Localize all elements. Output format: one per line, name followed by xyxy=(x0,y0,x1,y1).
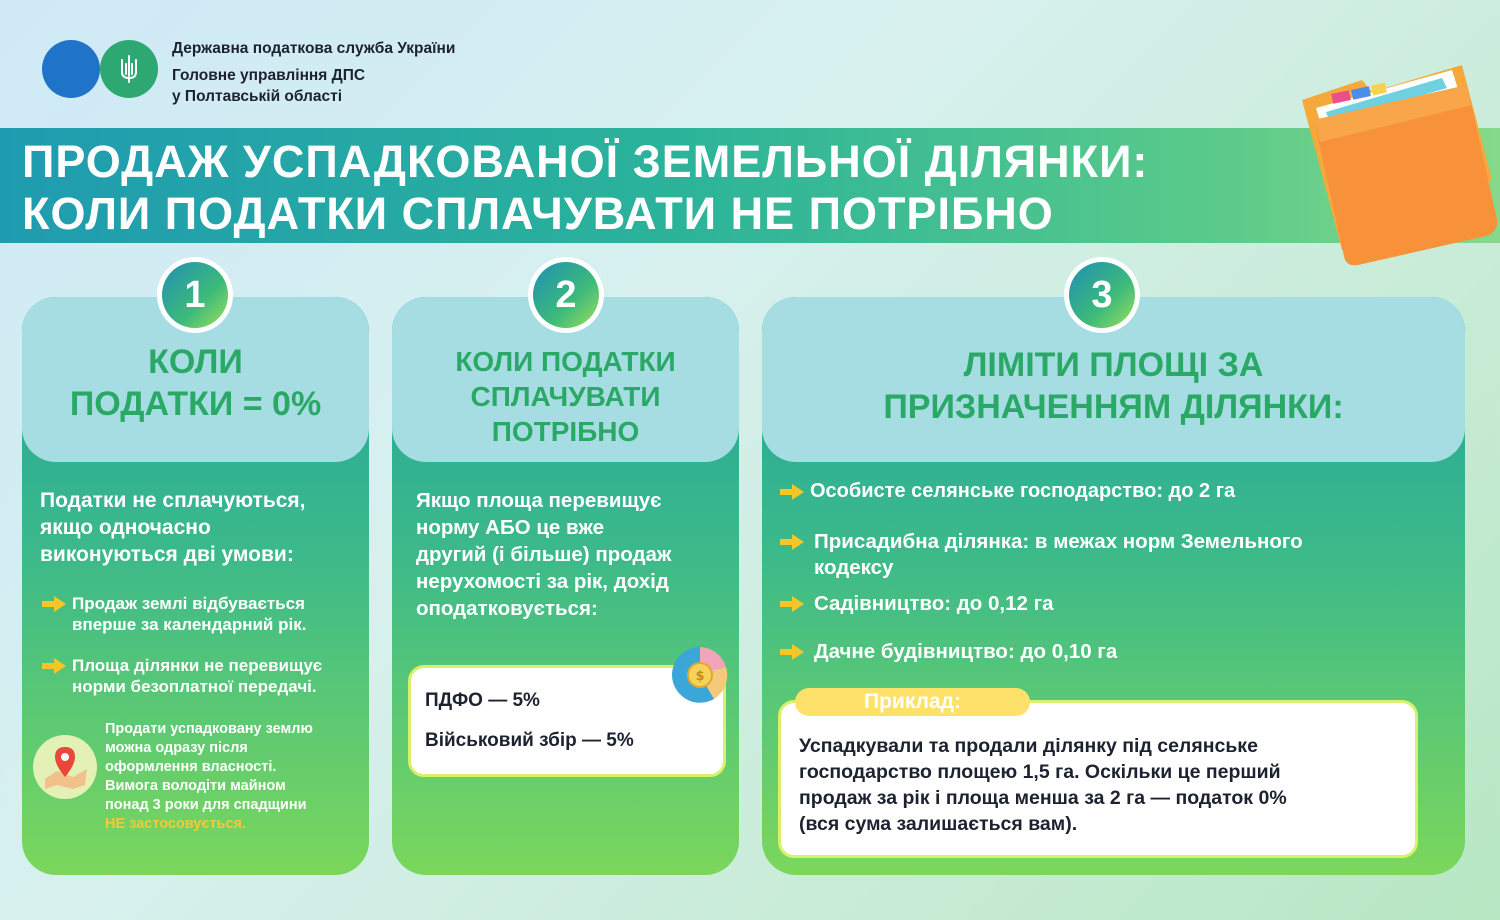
example-line-1: Успадкували та продали ділянку під селянське xyxy=(799,735,1258,757)
card1-condition-2 xyxy=(40,655,322,697)
limit-item-3-text: Садівництво: до 0,12 га xyxy=(814,592,1054,615)
badge-2-number: 2 xyxy=(533,262,599,328)
card3-heading-line-2: ПРИЗНАЧЕННЯМ ДІЛЯНКИ: xyxy=(883,388,1344,426)
arrow-icon xyxy=(40,656,68,676)
limit-item-2-line-2: кодексу xyxy=(814,556,894,579)
title-line-2: КОЛИ ПОДАТКИ СПЛАЧУВАТИ НЕ ПОТРІБНО xyxy=(22,188,1054,239)
card1-condition-1-line-2: вперше за календарний рік. xyxy=(72,615,307,634)
trident-icon xyxy=(118,54,140,84)
card1-condition-1-line-1: Продаж землі відбувається xyxy=(72,594,305,613)
card2-heading-line-2: СПЛАЧУВАТИ xyxy=(470,381,661,412)
card2-text-line-2: норму АБО це вже xyxy=(416,516,605,539)
card1-note-line-5: понад 3 роки для спадщини xyxy=(105,797,307,813)
organization-name xyxy=(172,38,455,107)
title-line-1: ПРОДАЖ УСПАДКОВАНОЇ ЗЕМЕЛЬНОЇ ДІЛЯНКИ: xyxy=(22,136,1149,187)
card2-heading-line-3: ПОТРІБНО xyxy=(491,416,640,447)
tax-military: Військовий збір — 5% xyxy=(425,730,634,751)
coin-chart-icon xyxy=(670,645,730,705)
arrow-icon xyxy=(40,594,68,614)
limit-item-gardening xyxy=(778,591,1054,617)
limit-item-2-line-1: Присадибна ділянка: в межах норм Земельного xyxy=(814,530,1303,553)
card1-heading-line-1: КОЛИ xyxy=(148,343,243,381)
arrow-icon xyxy=(778,594,806,614)
card1-heading xyxy=(22,341,369,425)
card1-note-highlight: НЕ застосовується. xyxy=(105,816,247,832)
card1-note xyxy=(105,720,313,834)
logo-blue-circle xyxy=(42,40,100,98)
svg-text:$: $ xyxy=(695,669,705,684)
card1-heading-line-2: ПОДАТКИ = 0% xyxy=(69,385,322,423)
limit-item-dacha xyxy=(778,639,1117,665)
badge-2 xyxy=(528,257,604,333)
limit-item-4-text: Дачне будівництво: до 0,10 га xyxy=(814,640,1118,663)
badge-3-number: 3 xyxy=(1069,262,1135,328)
example-box xyxy=(778,700,1418,858)
badge-1 xyxy=(157,257,233,333)
limit-item-household-plot xyxy=(778,529,1303,581)
example-line-3: продаж за рік і площа менша за 2 га — податок 0% xyxy=(799,787,1287,809)
map-pin-icon xyxy=(33,735,97,799)
card2-text-line-1: Якщо площа перевищує xyxy=(416,489,662,512)
card1-condition-2-line-1: Площа ділянки не перевищує xyxy=(72,656,323,675)
example-line-4: (вся сума залишається вам). xyxy=(799,813,1078,835)
card2-text-line-4: нерухомості за рік, дохід xyxy=(416,570,669,593)
card2-text-line-5: оподатковується: xyxy=(416,597,598,620)
card1-intro-line-2: якщо одночасно xyxy=(40,516,211,539)
badge-3 xyxy=(1064,257,1140,333)
org-line-3: у Полтавській області xyxy=(172,88,343,105)
badge-1-number: 1 xyxy=(162,262,228,328)
card1-intro-line-3: виконуються дві умови: xyxy=(40,543,294,566)
example-label: Приклад: xyxy=(795,688,1030,716)
card2-text-line-3: другий (і більше) продаж xyxy=(416,543,672,566)
card3-heading xyxy=(762,344,1465,428)
card3-heading-line-1: ЛІМІТИ ПЛОЩІ ЗА xyxy=(963,346,1264,384)
card1-note-line-1: Продати успадковану землю xyxy=(105,721,313,737)
example-line-2: господарство площею 1,5 га. Оскільки це перший xyxy=(799,761,1281,783)
card1-note-line-4: Вимога володіти майном xyxy=(105,778,286,794)
card1-note-line-3: оформлення власності. xyxy=(105,759,277,775)
page-title xyxy=(22,136,1148,240)
card2-heading xyxy=(392,344,739,449)
tax-pdfo: ПДФО — 5% xyxy=(425,690,540,711)
card1-note-line-2: можна одразу після xyxy=(105,740,248,756)
card1-intro xyxy=(40,487,306,568)
card2-heading-line-1: КОЛИ ПОДАТКИ xyxy=(455,346,676,377)
logo-green-circle xyxy=(100,40,158,98)
arrow-icon xyxy=(778,642,806,662)
card1-intro-line-1: Податки не сплачуються, xyxy=(40,489,306,512)
limit-item-1-text: Особисте селянське господарство: до 2 га xyxy=(810,480,1236,502)
org-line-1: Державна податкова служба України xyxy=(172,40,456,57)
folder-icon xyxy=(1292,60,1500,270)
arrow-icon xyxy=(778,482,806,502)
card2-text xyxy=(416,487,671,622)
card1-condition-1 xyxy=(40,593,306,635)
dps-logo xyxy=(42,40,162,98)
example-text xyxy=(799,733,1287,837)
card1-condition-2-line-2: норми безоплатної передачі. xyxy=(72,677,317,696)
limit-item-peasant-farm xyxy=(778,479,1235,504)
org-line-2: Головне управління ДПС xyxy=(172,67,366,84)
arrow-icon xyxy=(778,532,806,552)
